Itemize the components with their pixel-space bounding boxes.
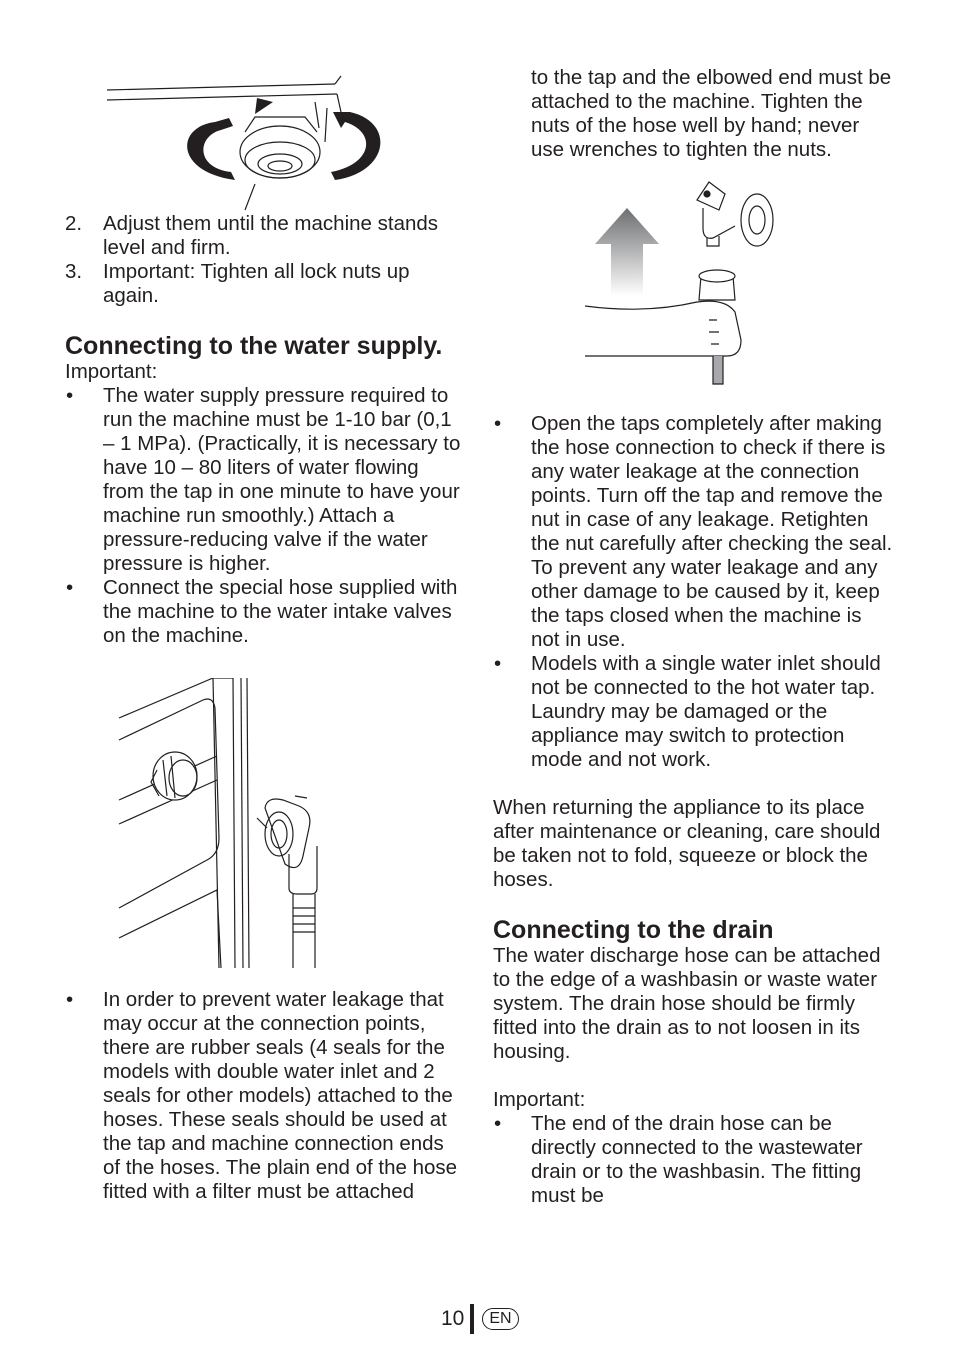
step-3-number: 3. bbox=[65, 260, 83, 283]
water-supply-heading: Connecting to the water supply. bbox=[65, 332, 443, 360]
step-3-text: Important: Tighten all lock nuts up again. bbox=[103, 260, 410, 307]
page-footer bbox=[441, 1304, 519, 1334]
left-column bbox=[65, 72, 465, 1204]
bullet-single-inlet-text: Models with a single water inlet should not be connected to the hot water tap. Laundry may be damaged or the appliance may switch to protection mode and not work. bbox=[531, 652, 881, 771]
bullet-dot: • bbox=[494, 652, 502, 675]
bullet-single-inlet bbox=[493, 652, 893, 772]
language-badge: EN bbox=[482, 1308, 518, 1330]
bullet-hose bbox=[65, 576, 465, 648]
page-number: 10 bbox=[441, 1307, 465, 1330]
bullet-drain-text: The end of the drain hose can be directly connected to the wastewater drain or to the washbasin. The fitting must be bbox=[531, 1112, 863, 1207]
bullet-seals bbox=[65, 988, 465, 1204]
important-label: Important: bbox=[65, 360, 158, 383]
bullet-pressure-text: The water supply pressure required to run the machine must be 1-10 bar (0,1 – 1 MPa). (Practically, it is necessary to have 10 – 80 liters of water flowing from the tap in one minute to have your machine run smoothly.) Attach a pressure-reducing valve if the water pressure is higher. bbox=[103, 384, 461, 575]
water-inlet-illustration bbox=[117, 678, 417, 968]
returning-paragraph: When returning the appliance to its place after maintenance or cleaning, care should be taken not to fold, squeeze or block the hoses. bbox=[493, 796, 881, 891]
footer-divider bbox=[470, 1304, 474, 1334]
bullet-taps-text: Open the taps completely after making the hose connection to check if there is any water leakage at the connection points. Turn off the tap and remove the nut in case of any leakage. Retighten the nut carefully after checking the seal. To prevent any water leakage and any other damage to be caused by it, keep the taps closed when the machine is not in use. bbox=[531, 412, 893, 651]
bullet-dot: • bbox=[494, 412, 502, 435]
step-3 bbox=[65, 260, 465, 308]
step-2-number: 2. bbox=[65, 212, 83, 235]
important-label-drain: Important: bbox=[493, 1088, 586, 1111]
bullet-taps bbox=[493, 412, 893, 652]
step-2-text: Adjust them until the machine stands level and firm. bbox=[103, 212, 439, 259]
bullet-seals-text: In order to prevent water leakage that may occur at the connection points, there are rubber seals (4 seals for the models with double water inlet and 2 seals for other models) attached to the hoses. These seals should be used at the tap and machine connection ends of the hoses. The plain end of the hose fitted with a filter must be attached bbox=[103, 988, 458, 1203]
bullet-dot: • bbox=[66, 576, 74, 599]
bullet-drain bbox=[493, 1112, 893, 1208]
bullet-dot: • bbox=[66, 384, 74, 407]
bullet-dot: • bbox=[494, 1112, 502, 1135]
tap-connection-illustration bbox=[585, 180, 785, 390]
bullet-pressure bbox=[65, 384, 465, 576]
drain-heading: Connecting to the drain bbox=[493, 916, 774, 944]
leveling-foot-illustration bbox=[105, 72, 405, 212]
bullet-dot: • bbox=[66, 988, 74, 1011]
bullet-hose-text: Connect the special hose supplied with the machine to the water intake valves on the machine. bbox=[103, 576, 458, 647]
right-column bbox=[493, 66, 893, 1208]
continued-text: to the tap and the elbowed end must be attached to the machine. Tighten the nuts of the hose well by hand; never use wrenches to tighten the nuts. bbox=[531, 66, 892, 161]
step-2 bbox=[65, 212, 465, 260]
drain-paragraph: The water discharge hose can be attached to the edge of a washbasin or waste water system. The drain hose should be firmly fitted into the drain as to not loosen in its housing. bbox=[493, 944, 881, 1063]
